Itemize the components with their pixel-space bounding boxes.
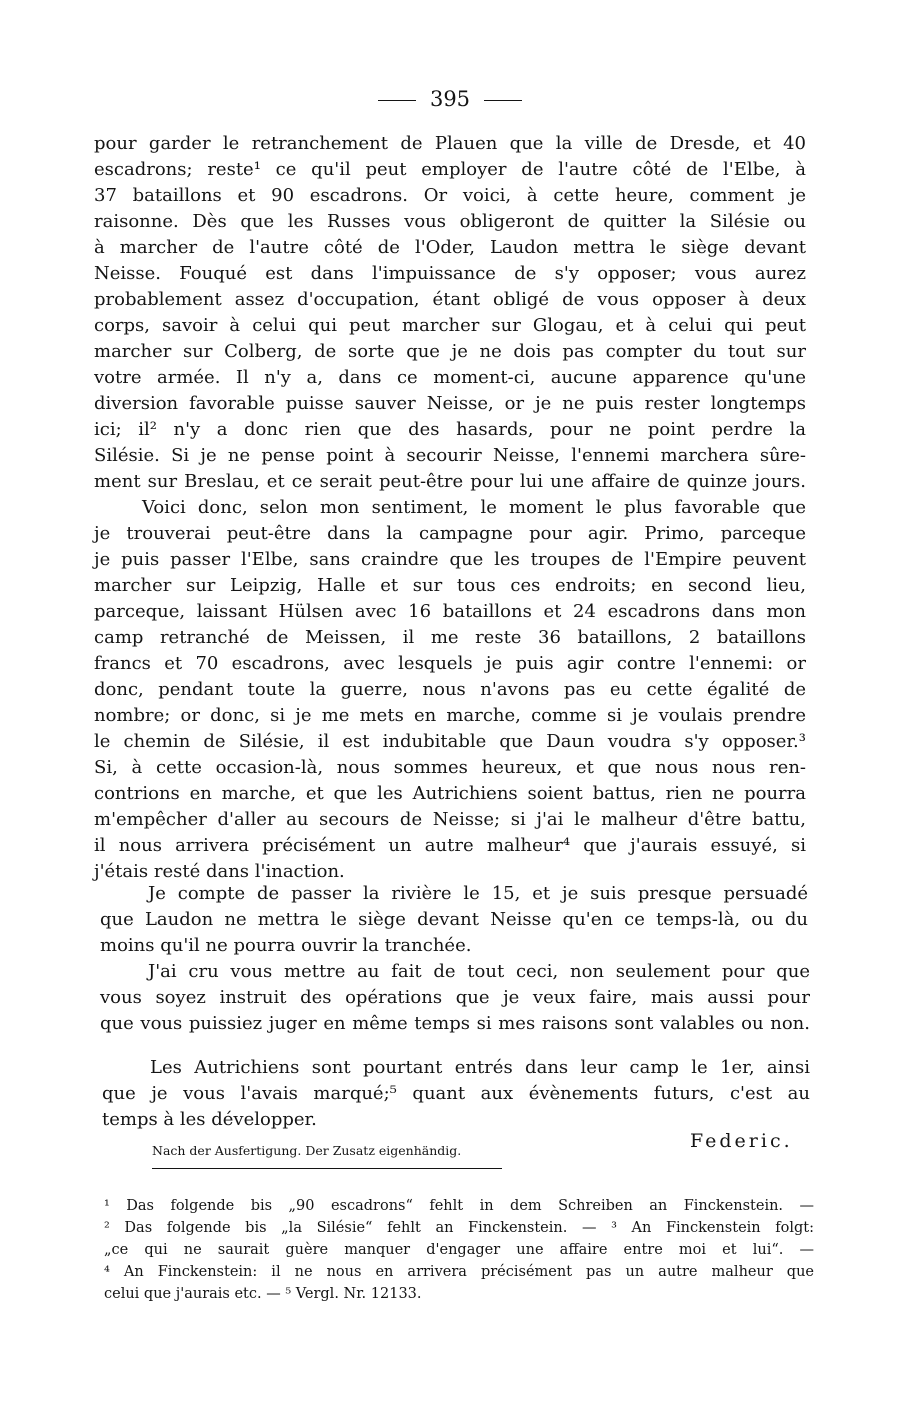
text-line: ici; il² n'y a donc rien que des hasards, pour ne point perdre la bbox=[94, 419, 806, 440]
text-line: vous soyez instruit des opérations que je veux faire, mais aussi pour bbox=[100, 987, 810, 1008]
text-line: moins qu'il ne pourra ouvrir la tranchée. bbox=[100, 935, 472, 956]
text-line: j'étais resté dans l'inaction. bbox=[94, 861, 345, 882]
footnote-line: „ce qui ne saurait guère manquer d'engager une affaire entre moi et lui“. — bbox=[104, 1242, 814, 1258]
text-line: m'empêcher d'aller au secours de Neisse; si j'ai le malheur d'être battu, bbox=[94, 809, 806, 830]
text-line: camp retranché de Meissen, il me reste 36 bataillons, 2 bataillons bbox=[94, 627, 806, 648]
footnote-line: ¹ Das folgende bis „90 escadrons“ fehlt in dem Schreiben an Finckenstein. — bbox=[104, 1198, 814, 1214]
text-line: votre armée. Il n'y a, dans ce moment-ci, aucune apparence qu'une bbox=[94, 367, 806, 388]
text-line: nombre; or donc, si je me mets en marche, comme si je voulais prendre bbox=[94, 705, 806, 726]
postscript bbox=[102, 1055, 810, 1133]
text-line: donc, pendant toute la guerre, nous n'avons pas eu cette égalité de bbox=[94, 679, 806, 700]
text-line: que je vous l'avais marqué;⁵ quant aux évènements futurs, c'est au bbox=[102, 1083, 810, 1104]
text-line: probablement assez d'occupation, étant obligé de vous opposer à deux bbox=[94, 289, 806, 310]
text-line: que Laudon ne mettra le siège devant Neisse qu'en ce temps-là, ou du bbox=[100, 909, 808, 930]
text-line: à marcher de l'autre côté de l'Oder, Laudon mettra le siège devant bbox=[94, 237, 806, 258]
text-line: Neisse. Fouqué est dans l'impuissance de s'y opposer; vous aurez bbox=[94, 263, 806, 284]
signature: Federic. bbox=[690, 1130, 793, 1152]
text-line: marcher sur Leipzig, Halle et sur tous ces endroits; en second lieu, bbox=[94, 575, 806, 596]
text-line: temps à les développer. bbox=[102, 1109, 317, 1130]
footnote-line: ² Das folgende bis „la Silésie“ fehlt an Finckenstein. — ³ An Finckenstein folgt: bbox=[104, 1220, 814, 1236]
text-line: raisonne. Dès que les Russes vous obligeront de quitter la Silésie ou bbox=[94, 211, 806, 232]
text-line: escadrons; reste¹ ce qu'il peut employer de l'autre côté de l'Elbe, à bbox=[94, 159, 806, 180]
text-line: Si, à cette occasion-là, nous sommes heureux, et que nous nous ren- bbox=[94, 757, 806, 778]
text-line: ment sur Breslau, et ce serait peut-être pour lui une affaire de quinze jours. bbox=[94, 471, 806, 492]
text-line: je trouverai peut-être dans la campagne pour agir. Primo, parceque bbox=[94, 523, 806, 544]
page-number-rule-right bbox=[484, 100, 522, 101]
text-line: contrions en marche, et que les Autrichiens soient battus, rien ne pourra bbox=[94, 783, 806, 804]
text-line: il nous arrivera précisément un autre malheur⁴ que j'aurais essuyé, si bbox=[94, 835, 806, 856]
text-line: Je compte de passer la rivière le 15, et je suis presque persuadé bbox=[148, 883, 808, 904]
text-line: corps, savoir à celui qui peut marcher sur Glogau, et à celui qui peut bbox=[94, 315, 806, 336]
text-line: marcher sur Colberg, de sorte que je ne dois pas compter du tout sur bbox=[94, 341, 806, 362]
text-line: Voici donc, selon mon sentiment, le moment le plus favorable que bbox=[142, 497, 806, 518]
text-line: parceque, laissant Hülsen avec 16 bataillons et 24 escadrons dans mon bbox=[94, 601, 806, 622]
text-line: francs et 70 escadrons, avec lesquels je puis agir contre l'ennemi: or bbox=[94, 653, 806, 674]
page-number-rule-left bbox=[378, 100, 416, 101]
footnote-line: celui que j'aurais etc. — ⁵ Vergl. Nr. 12133. bbox=[104, 1286, 422, 1302]
text-line: le chemin de Silésie, il est indubitable que Daun voudra s'y opposer.³ bbox=[94, 731, 806, 752]
text-line: diversion favorable puisse sauver Neisse, or je ne puis rester longtemps bbox=[94, 393, 806, 414]
text-line: pour garder le retranchement de Plauen que la ville de Dresde, et 40 bbox=[94, 133, 806, 154]
text-line: que vous puissiez juger en même temps si mes raisons sont valables ou non. bbox=[100, 1013, 810, 1034]
source-note: Nach der Ausfertigung. Der Zusatz eigenhändig. bbox=[152, 1143, 462, 1158]
paragraph-2 bbox=[94, 495, 806, 885]
paragraph-3 bbox=[100, 881, 808, 959]
paragraph-4 bbox=[100, 959, 810, 1037]
footnote-rule bbox=[152, 1168, 502, 1169]
text-line: 37 bataillons et 90 escadrons. Or voici, à cette heure, comment je bbox=[94, 185, 806, 206]
footnote-line: ⁴ An Finckenstein: il ne nous en arrivera précisément pas un autre malheur que bbox=[104, 1264, 814, 1280]
paragraph-1 bbox=[94, 131, 806, 495]
footnotes bbox=[104, 1195, 814, 1305]
text-line: je puis passer l'Elbe, sans craindre que les troupes de l'Empire peuvent bbox=[94, 549, 806, 570]
text-line: Les Autrichiens sont pourtant entrés dans leur camp le 1er, ainsi bbox=[150, 1057, 810, 1078]
text-line: J'ai cru vous mettre au fait de tout ceci, non seulement pour que bbox=[148, 961, 810, 982]
page-number bbox=[0, 86, 900, 112]
text-line: Silésie. Si je ne pense point à secourir Neisse, l'ennemi marchera sûre- bbox=[94, 445, 806, 466]
page-number-text: 395 bbox=[429, 87, 471, 111]
